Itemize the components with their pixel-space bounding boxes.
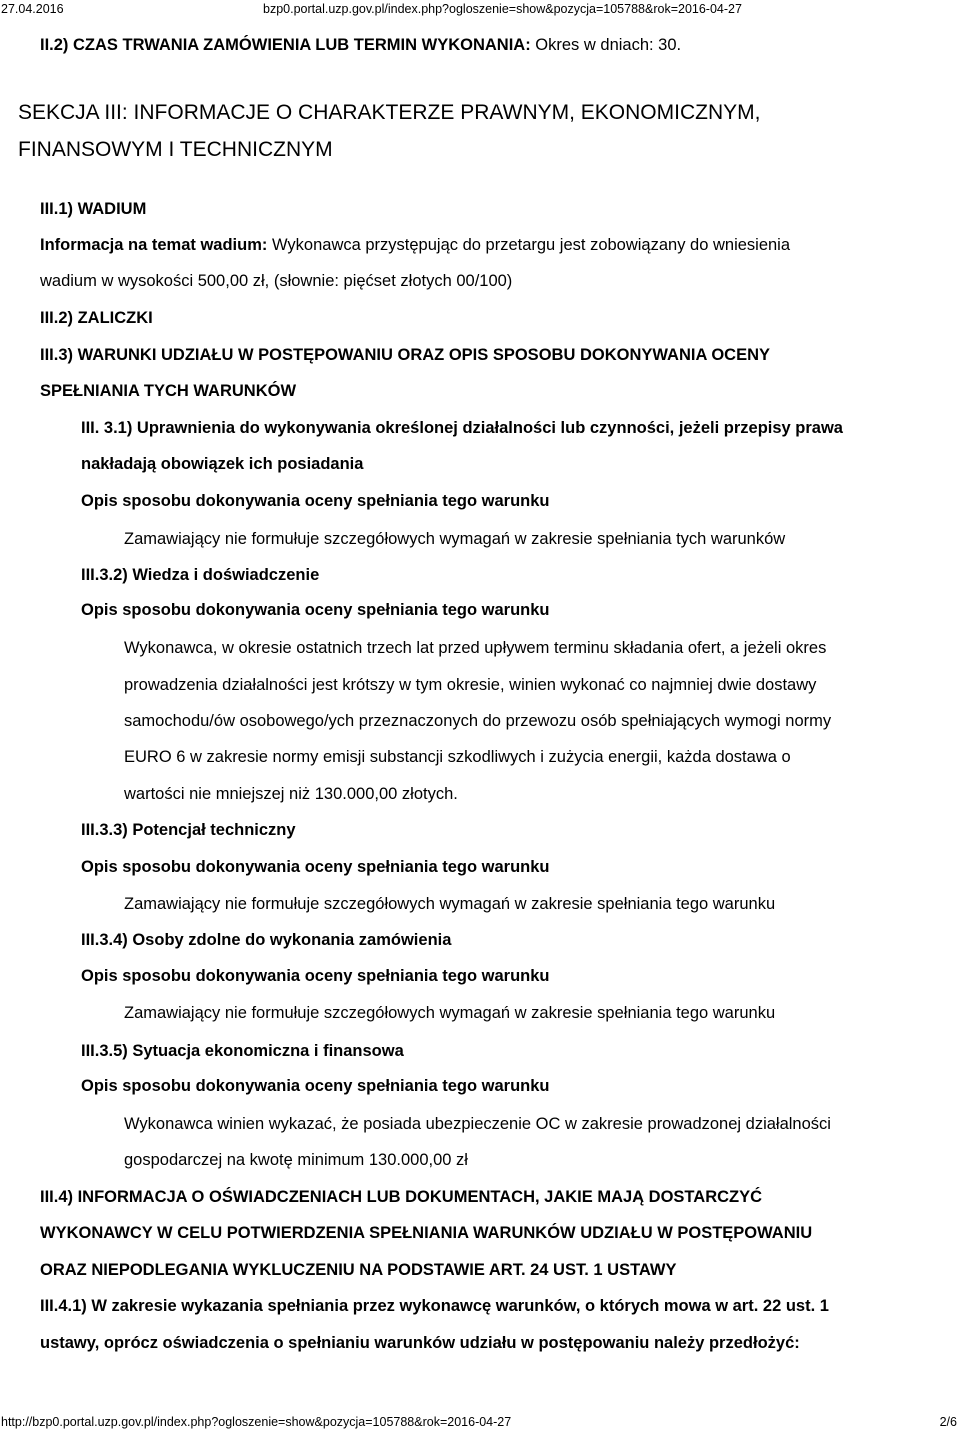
section3-title-line2: FINANSOWYM I TECHNICZNYM [18,138,333,161]
print-date: 27.04.2016 [1,2,64,16]
iii35-text-line1: Wykonawca winien wykazać, że posiada ubezpieczenie OC w zakresie prowadzonej działalności [124,1115,831,1133]
iii32-text-line4: EURO 6 w zakresie normy emisji substancji szkodliwych i zużycia energii, każda dostawa o [124,748,791,766]
ii2-value: Okres w dniach: 30. [535,36,682,54]
iii2-heading: III.2) ZALICZKI [40,309,153,327]
iii32-text-line1: Wykonawca, w okresie ostatnich trzech lat przed upływem terminu składania ofert, a jeżeli okres [124,639,827,657]
opis-label-35: Opis sposobu dokonywania oceny spełniania tego warunku [81,1077,550,1095]
opis-label-31: Opis sposobu dokonywania oceny spełniania tego warunku [81,492,550,510]
iii32-text-line2: prowadzenia działalności jest krótszy w tym okresie, winien wykonać co najmniej dwie dostawy [124,676,817,694]
iii32-heading: III.3.2) Wiedza i doświadczenie [81,566,320,584]
opis-label-33: Opis sposobu dokonywania oceny spełniania tego warunku [81,858,550,876]
iii34-heading: III.3.4) Osoby zdolne do wykonania zamówienia [81,931,452,949]
iii31-heading-line1: III. 3.1) Uprawnienia do wykonywania określonej działalności lub czynności, jeżeli przepisy prawa [81,419,843,437]
print-header [0,1,960,17]
iii1-info-label: Informacja na temat wadium: [40,236,268,254]
iii33-text: Zamawiający nie formułuje szczegółowych wymagań w zakresie spełniania tego warunku [124,895,776,913]
iii31-heading-line2: nakładają obowiązek ich posiadania [81,455,364,473]
iii1-info-text: Wykonawca przystępując do przetargu jest zobowiązany do wniesienia [271,236,791,254]
iii32-text-line3: samochodu/ów osobowego/ych przeznaczonych do przewozu osób spełniających wymogi normy [124,712,832,730]
iii41-heading-line1: III.4.1) W zakresie wykazania spełniania przez wykonawcę warunków, o których mowa w art. 22 ust. 1 [40,1297,829,1315]
opis-label-32: Opis sposobu dokonywania oceny spełniania tego warunku [81,601,550,619]
opis-label-34: Opis sposobu dokonywania oceny spełniania tego warunku [81,967,550,985]
iii35-heading: III.3.5) Sytuacja ekonomiczna i finansowa [81,1042,404,1060]
iii32-text-line5: wartości nie mniejszej niż 130.000,00 złotych. [124,785,458,803]
iii31-text: Zamawiający nie formułuje szczegółowych wymagań w zakresie spełniania tych warunków [124,530,786,548]
print-header-url: bzp0.portal.uzp.gov.pl/index.php?ogloszenie=show&pozycja=105788&rok=2016-04-27 [263,2,742,16]
section3-title-line1: SEKCJA III: INFORMACJE O CHARAKTERZE PRAWNYM, EKONOMICZNYM, [18,101,761,124]
iii4-heading-line2: WYKONAWCY W CELU POTWIERDZENIA SPEŁNIANIA WARUNKÓW UDZIAŁU W POSTĘPOWANIU [40,1224,813,1242]
iii35-text-line2: gospodarczej na kwotę minimum 130.000,00 zł [124,1151,468,1169]
ii2-label: II.2) CZAS TRWANIA ZAMÓWIENIA LUB TERMIN WYKONANIA: [40,36,531,54]
iii3-heading-line1: III.3) WARUNKI UDZIAŁU W POSTĘPOWANIU ORAZ OPIS SPOSOBU DOKONYWANIA OCENY [40,346,771,364]
iii33-heading: III.3.3) Potencjał techniczny [81,821,296,839]
ii2-row [40,33,681,57]
page-number: 2/6 [939,1415,957,1429]
iii3-heading-line2: SPEŁNIANIA TYCH WARUNKÓW [40,382,297,400]
iii4-heading-line1: III.4) INFORMACJA O OŚWIADCZENIACH LUB DOKUMENTACH, JAKIE MAJĄ DOSTARCZYĆ [40,1188,763,1206]
iii1-info-line2: wadium w wysokości 500,00 zł, (słownie: pięćset złotych 00/100) [40,272,513,290]
iii1-heading: III.1) WADIUM [40,200,147,218]
iii41-heading-line2: ustawy, oprócz oświadczenia o spełnianiu warunków udziału w postępowaniu należy przedłożyć: [40,1334,800,1352]
iii4-heading-line3: ORAZ NIEPODLEGANIA WYKLUCZENIU NA PODSTAWIE ART. 24 UST. 1 USTAWY [40,1261,677,1279]
iii34-text: Zamawiający nie formułuje szczegółowych wymagań w zakresie spełniania tego warunku [124,1004,776,1022]
print-footer-url: http://bzp0.portal.uzp.gov.pl/index.php?ogloszenie=show&pozycja=105788&rok=2016-04-27 [1,1415,512,1429]
iii1-info-line1 [40,233,790,257]
print-footer [0,1414,960,1430]
